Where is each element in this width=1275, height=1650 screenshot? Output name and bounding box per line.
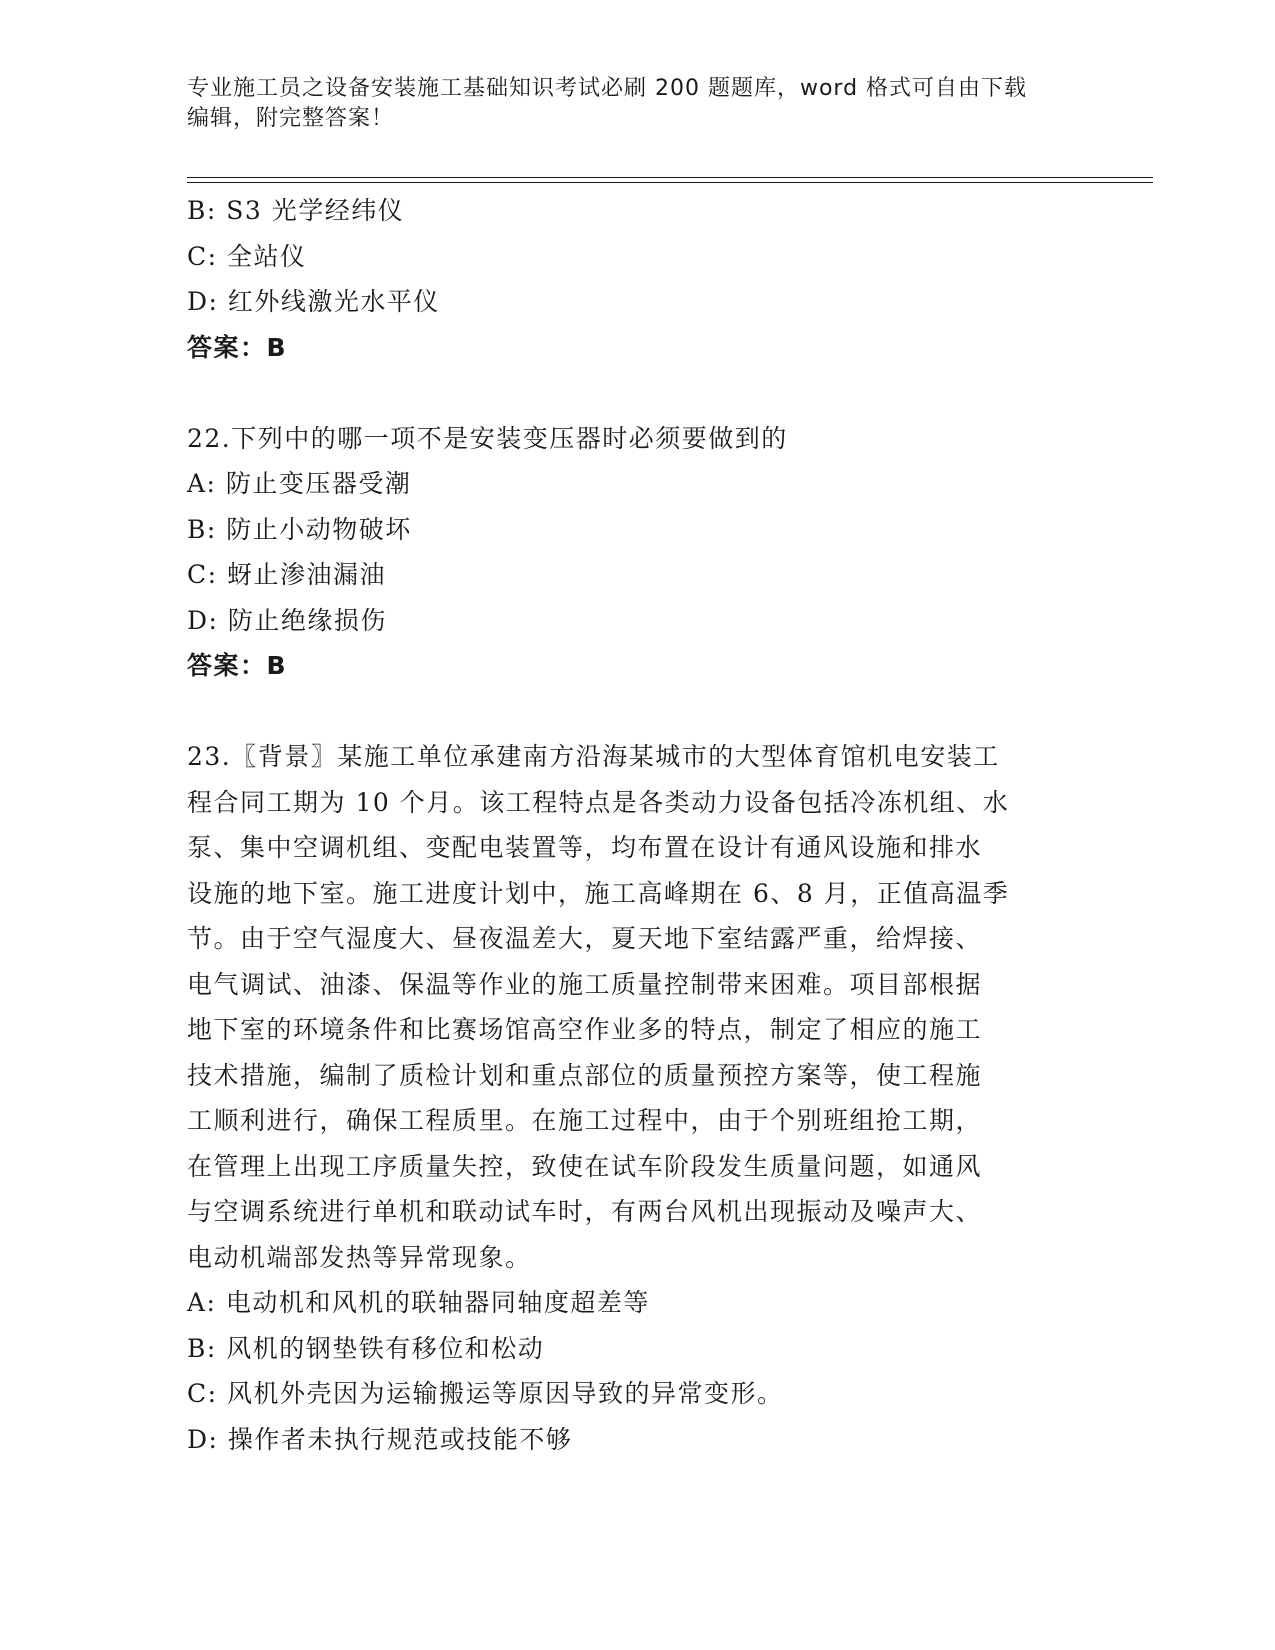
spacer	[187, 370, 1067, 416]
q23-question-line: 泵、集中空调机组、变配电装置等，均布置在设计有通风设施和排水	[187, 833, 983, 862]
q22-option-d: D: 防止绝缘损伤	[187, 605, 387, 635]
q23-question-line: 工顺利进行，确保工程质里。在施工过程中，由于个别班组抢工期，	[187, 1106, 983, 1135]
q23-question-line: 设施的地下室。施工进度计划中，施工高峰期在 6、8 月，正值高温季	[187, 878, 1010, 908]
q21-option-d: D: 红外线激光水平仪	[187, 287, 440, 316]
q21-option-c: C: 全站仪	[187, 241, 307, 271]
q23-question-line: 节。由于空气湿度大、昼夜温差大，夏天地下室结露严重，给焊接、	[187, 924, 983, 953]
q22-question: 22.下列中的哪一项不是安装变压器时必须要做到的	[187, 423, 788, 453]
document-body	[187, 188, 1067, 1462]
q23-option-d: D: 操作者未执行规范或技能不够	[187, 1424, 573, 1454]
header-divider-top	[187, 177, 1153, 178]
spacer	[187, 689, 1067, 735]
q23-question-line: 程合同工期为 10 个月。该工程特点是各类动力设备包括冷冻机组、水	[187, 787, 1010, 817]
q21-option-b: B: S3 光学经纬仪	[187, 196, 405, 225]
header-title-line-2: 编辑，附完整答案！	[187, 106, 395, 131]
q23-question-line: 地下室的环境条件和比赛场馆高空作业多的特点，制定了相应的施工	[187, 1015, 983, 1044]
q23-question-line: 23.〖背景〗某施工单位承建南方沿海某城市的大型体育馆机电安装工	[187, 742, 1000, 771]
header-title-line-1: 专业施工员之设备安装施工基础知识考试必刷 200 题题库，word 格式可自由下载	[187, 76, 1028, 101]
q22-option-c: C: 蚜止渗油漏油	[187, 560, 386, 589]
q23-question-line: 与空调系统进行单机和联动试车时，有两台风机出现振动及噪声大、	[187, 1197, 983, 1226]
q23-question-line: 电动机端部发热等异常现象。	[187, 1242, 532, 1272]
q23-option-c: C: 风机外壳因为运输搬运等原因导致的异常变形。	[187, 1379, 784, 1408]
q23-question-line: 在管理上出现工序质量失控，致使在试车阶段发生质量问题，如通风	[187, 1151, 983, 1181]
q23-option-a: A: 电动机和风机的联轴器同轴度超差等	[187, 1288, 650, 1317]
q21-answer: 答案：B	[187, 332, 288, 362]
q22-option-a: A: 防止变压器受潮	[187, 469, 412, 498]
q22-answer: 答案：B	[187, 651, 288, 680]
q22-option-b: B: 防止小动物破坏	[187, 514, 412, 544]
document-header	[187, 74, 1067, 134]
q23-question-line: 电气调试、油漆、保温等作业的施工质量控制带来困难。项目部根据	[187, 969, 983, 999]
q23-option-b: B: 风机的钢垫铁有移位和松动	[187, 1333, 545, 1363]
q23-question	[187, 734, 1067, 1280]
q23-question-line: 技术措施，编制了质检计划和重点部位的质量预控方案等，使工程施	[187, 1060, 983, 1090]
header-divider-bottom	[187, 182, 1153, 183]
